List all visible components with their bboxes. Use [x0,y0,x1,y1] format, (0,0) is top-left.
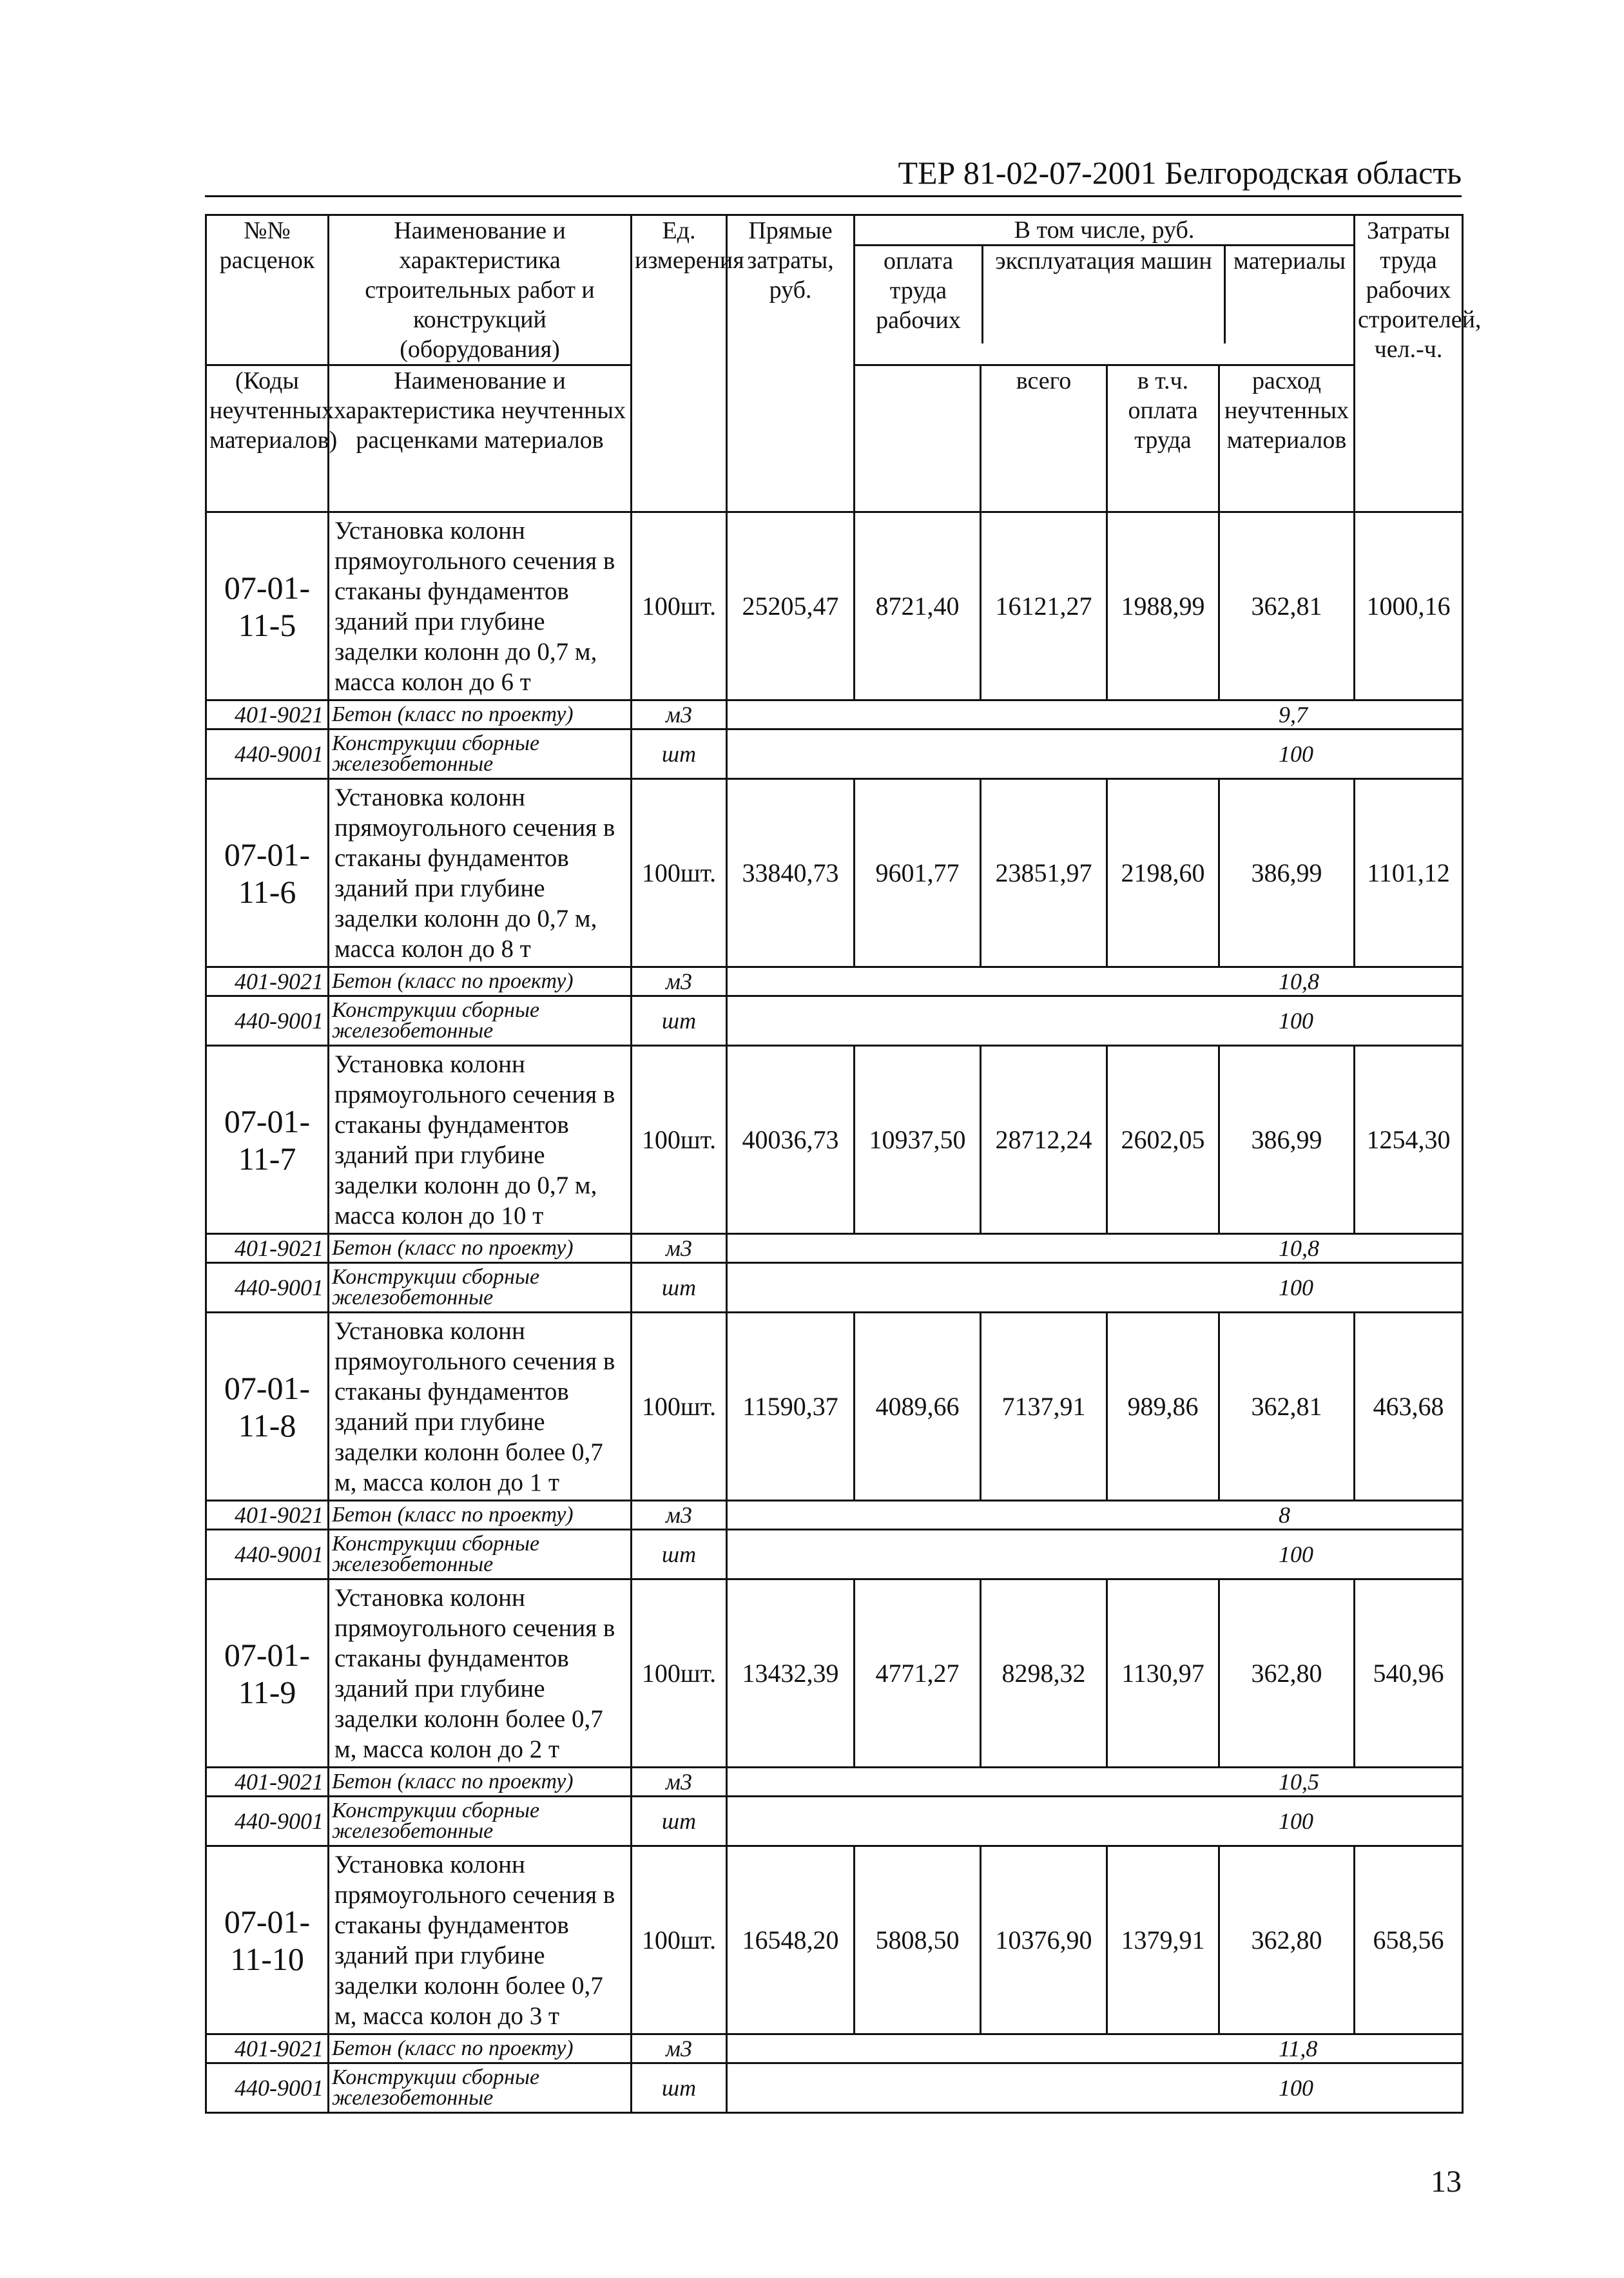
material-quantity: 100 [727,2063,1463,2113]
material-row [206,2063,1463,2113]
material-quantity: 9,7 [727,700,1463,729]
rate-labor-cost: 658,56 [1355,1846,1463,2034]
rate-labor-cost: 540,96 [1355,1579,1463,1768]
material-name: Конструкции сборные железобетонные [329,729,632,779]
col-code-header: №№ расценок [206,215,329,365]
material-code: 401-9021 [206,1768,329,1797]
material-quantity: 10,8 [727,967,1463,996]
rate-machines-pay: 2198,60 [1107,779,1219,967]
rate-unit: 100шт. [632,1579,727,1768]
rate-machines-pay: 989,86 [1107,1313,1219,1501]
col-including-group [855,215,1355,365]
rate-code: 07-01-11-6 [206,779,329,967]
rate-name: Установка колонн прямоугольного сечения в стаканы фундаментов зданий при глубине заделки колонн до 0,7 м, масса колон до 8 т [329,779,632,967]
rate-labor-cost: 463,68 [1355,1313,1463,1501]
col-labor-cost-header: Затраты труда рабочих строителей, чел.-ч. [1355,215,1463,512]
rate-name: Установка колонн прямоугольного сечения в стаканы фундаментов зданий при глубине заделки колонн более 0,7 м, масса колон до 2 т [329,1579,632,1768]
material-name: Конструкции сборные железобетонные [329,1797,632,1846]
material-unit: м3 [632,2034,727,2063]
col-machines-total-header: всего [981,365,1107,512]
material-quantity: 10,5 [727,1768,1463,1797]
rate-machines-total: 23851,97 [981,779,1107,967]
rate-row [206,1846,1463,2034]
material-row [206,1768,1463,1797]
rate-direct-cost: 33840,73 [727,779,855,967]
material-unit: шт [632,1797,727,1846]
material-unit: шт [632,2063,727,2113]
rate-unit: 100шт. [632,512,727,700]
rate-labor-pay: 10937,50 [855,1046,981,1234]
material-row [206,1797,1463,1846]
material-name: Бетон (класс по проекту) [329,1768,632,1797]
header-row-1 [206,215,1463,365]
col-materials-header: материалы [1233,247,1346,275]
rates-table [205,214,1482,2114]
material-name: Бетон (класс по проекту) [329,1234,632,1263]
material-unit: шт [632,996,727,1046]
header-rule [205,195,1462,197]
rate-direct-cost: 16548,20 [727,1846,855,2034]
material-unit: м3 [632,967,727,996]
material-unit: шт [632,1530,727,1579]
rate-name: Установка колонн прямоугольного сечения в стаканы фундаментов зданий при глубине заделки колонн до 0,7 м, масса колон до 6 т [329,512,632,700]
col-name-header: Наименование и характеристика строительных работ и конструкций (оборудования) [329,215,632,365]
rate-name: Установка колонн прямоугольного сечения в стаканы фундаментов зданий при глубине заделки колонн более 0,7 м, масса колон до 1 т [329,1313,632,1501]
material-code: 440-9001 [206,1530,329,1579]
rate-materials: 362,81 [1219,512,1355,700]
rate-machines-pay: 1130,97 [1107,1579,1219,1768]
material-name: Конструкции сборные железобетонные [329,1263,632,1313]
col-unit-header: Ед. измерения [632,215,727,512]
rate-labor-pay: 5808,50 [855,1846,981,2034]
document-header: ТЕР 81-02-07-2001 Белгородская область [898,155,1462,191]
col-name-sub-header: Наименование и характеристика неучтенных расценками материалов [329,365,632,512]
rate-machines-pay: 1379,91 [1107,1846,1219,2034]
col-machines-pay-header: в т.ч. оплата труда [1107,365,1219,512]
rate-code: 07-01-11-5 [206,512,329,700]
material-unit: м3 [632,1234,727,1263]
rate-row [206,1313,1463,1501]
rate-labor-pay: 9601,77 [855,779,981,967]
material-name: Конструкции сборные железобетонные [329,996,632,1046]
rate-code: 07-01-11-7 [206,1046,329,1234]
material-name: Бетон (класс по проекту) [329,700,632,729]
col-machines-header: эксплуатация машин [983,246,1226,343]
material-code: 440-9001 [206,996,329,1046]
col-including-header: В том числе, руб. [855,216,1353,246]
rate-unit: 100шт. [632,1046,727,1234]
rate-direct-cost: 40036,73 [727,1046,855,1234]
material-quantity: 10,8 [727,1234,1463,1263]
rate-materials: 362,81 [1219,1313,1355,1501]
rate-direct-cost: 25205,47 [727,512,855,700]
rate-machines-total: 7137,91 [981,1313,1107,1501]
material-quantity: 100 [727,1797,1463,1846]
material-row [206,1263,1463,1313]
rate-row [206,1046,1463,1234]
rate-unit: 100шт. [632,1313,727,1501]
material-row [206,1234,1463,1263]
rate-code: 07-01-11-9 [206,1579,329,1768]
rate-machines-pay: 2602,05 [1107,1046,1219,1234]
material-unit: м3 [632,1768,727,1797]
rate-labor-cost: 1254,30 [1355,1046,1463,1234]
material-name: Бетон (класс по проекту) [329,2034,632,2063]
rate-labor-cost: 1101,12 [1355,779,1463,967]
rate-machines-total: 8298,32 [981,1579,1107,1768]
rate-materials: 362,80 [1219,1579,1355,1768]
rate-code: 07-01-11-8 [206,1313,329,1501]
col-code-sub-header: (Коды неучтенных материалов) [206,365,329,512]
material-code: 401-9021 [206,1234,329,1263]
material-row [206,1530,1463,1579]
material-row [206,2034,1463,2063]
rate-materials: 386,99 [1219,779,1355,967]
rate-unit: 100шт. [632,779,727,967]
material-name: Бетон (класс по проекту) [329,967,632,996]
material-code: 401-9021 [206,700,329,729]
material-name: Конструкции сборные железобетонные [329,2063,632,2113]
material-code: 440-9001 [206,1263,329,1313]
col-labor-pay-sub [855,365,981,512]
material-quantity: 100 [727,1530,1463,1579]
rate-labor-pay: 8721,40 [855,512,981,700]
material-code: 401-9021 [206,2034,329,2063]
material-quantity: 100 [727,729,1463,779]
rate-unit: 100шт. [632,1846,727,2034]
rate-name: Установка колонн прямоугольного сечения в стаканы фундаментов зданий при глубине заделки колонн до 0,7 м, масса колон до 10 т [329,1046,632,1234]
rate-machines-total: 16121,27 [981,512,1107,700]
rate-labor-pay: 4089,66 [855,1313,981,1501]
material-unit: м3 [632,700,727,729]
rate-code: 07-01-11-10 [206,1846,329,2034]
material-code: 440-9001 [206,2063,329,2113]
rate-row [206,1579,1463,1768]
rate-direct-cost: 11590,37 [727,1313,855,1501]
material-code: 401-9021 [206,967,329,996]
material-quantity: 100 [727,996,1463,1046]
rate-machines-pay: 1988,99 [1107,512,1219,700]
col-labor-pay-header: оплата труда рабочих [855,246,983,343]
material-row [206,996,1463,1046]
rate-materials: 362,80 [1219,1846,1355,2034]
rate-name: Установка колонн прямоугольного сечения в стаканы фундаментов зданий при глубине заделки колонн более 0,7 м, масса колон до 3 т [329,1846,632,2034]
material-unit: м3 [632,1501,727,1530]
page-number: 13 [1431,2165,1462,2199]
rate-machines-total: 28712,24 [981,1046,1107,1234]
material-quantity: 11,8 [727,2034,1463,2063]
material-code: 440-9001 [206,1797,329,1846]
rate-labor-pay: 4771,27 [855,1579,981,1768]
material-row [206,967,1463,996]
material-code: 401-9021 [206,1501,329,1530]
col-direct-header: Прямые затраты, руб. [727,215,855,512]
material-unit: шт [632,1263,727,1313]
material-quantity: 100 [727,1263,1463,1313]
material-code: 440-9001 [206,729,329,779]
material-row [206,700,1463,729]
rate-materials: 386,99 [1219,1046,1355,1234]
material-quantity: 8 [727,1501,1463,1530]
col-materials-sub-header: расход неучтенных материалов [1219,365,1355,512]
rate-labor-cost: 1000,16 [1355,512,1463,700]
rate-direct-cost: 13432,39 [727,1579,855,1768]
rate-row [206,779,1463,967]
material-row [206,729,1463,779]
material-name: Конструкции сборные железобетонные [329,1530,632,1579]
rate-machines-total: 10376,90 [981,1846,1107,2034]
material-name: Бетон (класс по проекту) [329,1501,632,1530]
material-unit: шт [632,729,727,779]
material-row [206,1501,1463,1530]
rate-row [206,512,1463,700]
